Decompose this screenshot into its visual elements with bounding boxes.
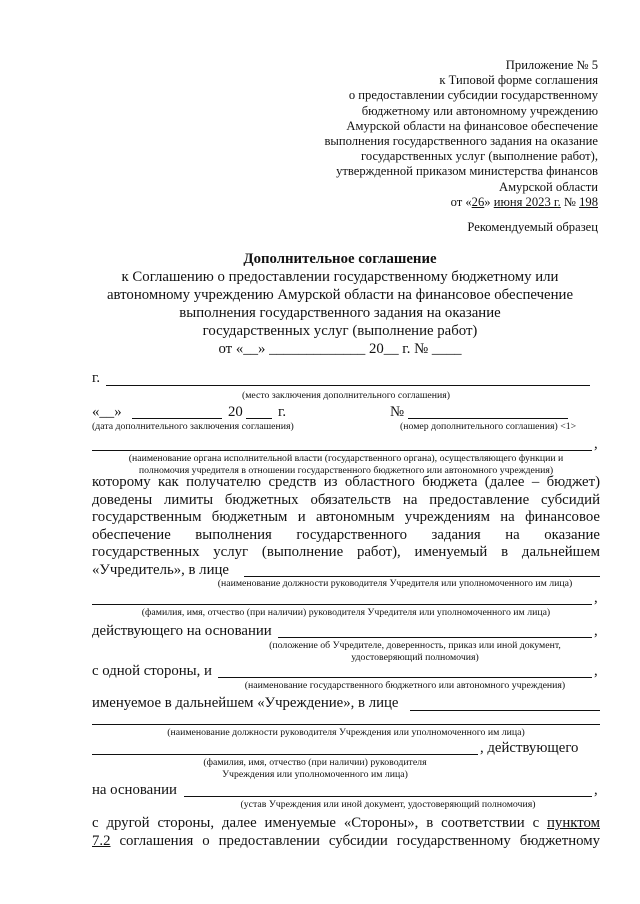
- recommended-sample-label: Рекомендуемый образец: [467, 220, 598, 234]
- date-caption: (дата дополнительного заключения соглашения): [92, 421, 294, 432]
- appendix-header: [324, 58, 598, 210]
- appendix-line: Приложение № 5: [505, 58, 598, 72]
- title-line: государственных услуг (выполнение работ): [202, 323, 478, 339]
- institution-field: [218, 677, 592, 678]
- inst-fio-caption: (фамилия, имя, отчество (при наличии) руководителя Учреждения или уполномоченного им лица): [203, 757, 427, 780]
- acting-label: , действующего: [480, 740, 579, 756]
- number-caption: (номер дополнительного соглашения) <1>: [400, 421, 577, 432]
- on-basis-label: на основании: [92, 782, 177, 798]
- founder-fio-caption: (фамилия, имя, отчество (при наличии) руководителя Учредителя или уполномоченного им лица): [141, 607, 551, 618]
- appendix-line: выполнения государственного задания на оказание: [324, 134, 598, 149]
- title-line: выполнения государственного задания на оказание: [179, 305, 501, 321]
- date-year-suffix: г.: [278, 404, 287, 420]
- order-day: 26: [471, 194, 485, 209]
- place-caption: (место заключения дополнительного соглашения): [241, 390, 451, 401]
- title-line: автономному учреждению Амурской области на финансовое обеспечение: [106, 287, 574, 303]
- inst-position-caption: (наименование должности руководителя Учреждения или уполномоченного им лица): [167, 727, 525, 738]
- title-bold: Дополнительное соглашение: [243, 251, 437, 267]
- appendix-line: о предоставлении субсидии государственному: [348, 88, 598, 103]
- appendix-line: Амурской области: [498, 179, 598, 194]
- one-side-label: с одной стороны, и: [92, 663, 212, 679]
- clause-link[interactable]: пунктом: [547, 815, 600, 831]
- title-date-line: от «__» _____________ 20__ г. № ____: [218, 341, 462, 357]
- founder-fio-field: [92, 604, 592, 605]
- date-month-field: [132, 418, 222, 419]
- founder-position-caption: (наименование должности руководителя Учредителя или уполномоченного им лица): [217, 578, 573, 589]
- city-label: г.: [92, 370, 101, 386]
- comma: ,: [594, 663, 598, 679]
- founder-in-person: «Учредитель», в лице: [92, 562, 229, 578]
- acting-basis-label: действующего на основании: [92, 623, 272, 639]
- appendix-line: Амурской области на финансовое обеспечение: [346, 118, 598, 133]
- organ-field: [92, 450, 592, 451]
- basis-caption: (положение об Учредителе, доверенность, приказ или иной документ, удостоверяющий полномочия): [269, 640, 561, 663]
- date-year: 20: [228, 404, 243, 420]
- institution-hereinafter: именуемое в дальнейшем «Учреждение», в лице: [92, 695, 399, 711]
- inst-head-field: [410, 710, 600, 711]
- number-label: №: [390, 404, 405, 420]
- inst-fio-field: [92, 754, 478, 755]
- appendix-order-ref: от «26» июня 2023 г. № 198: [450, 194, 598, 209]
- comma: ,: [594, 623, 598, 639]
- founder-position-field: [244, 576, 600, 577]
- comma: ,: [594, 590, 598, 606]
- basis-field: [278, 637, 592, 638]
- document-title: [60, 250, 620, 358]
- charter-caption: (устав Учреждения или иной документ, удостоверяющий полномочия): [240, 799, 536, 810]
- title-line: к Соглашению о предоставлении государственному бюджетному или: [121, 269, 559, 285]
- comma: ,: [594, 782, 598, 798]
- appendix-line: государственных услуг (выполнение работ),: [361, 149, 598, 164]
- paragraph-other-side: с другой стороны, далее именуемые «Стороны», в соответствии с пунктом 7.2 соглашения о предоставлении субсидии государственному бюджетному: [92, 815, 600, 849]
- number-field: [408, 418, 568, 419]
- order-number: 198: [579, 194, 598, 209]
- inst-position-field: [92, 724, 600, 725]
- charter-field: [184, 796, 592, 797]
- date-day: «__»: [92, 404, 122, 420]
- order-date: июня 2023 г.: [493, 194, 561, 209]
- place-field: [106, 385, 590, 386]
- appendix-line: утвержденной приказом министерства финансов: [336, 164, 598, 179]
- appendix-line: бюджетному или автономному учреждению: [361, 103, 598, 118]
- clause-number-link[interactable]: 7.2: [92, 832, 111, 849]
- appendix-line: к Типовой форме соглашения: [439, 73, 598, 88]
- date-year-field: [246, 418, 272, 419]
- institution-caption: (наименование государственного бюджетного или автономного учреждения): [244, 680, 566, 691]
- organ-caption: (наименование органа исполнительной власти (государственного органа), осуществляющего функции и полномочия учредителя в отношении государственного бюджетного или автономного учреждения): [128, 453, 564, 476]
- paragraph-recipient: которому как получателю средств из областного бюджета (далее – бюджет) доведены лимиты бюджетных обязательств на предоставление субсидий государственным бюджетным и автономным учреждениям на финансовое обеспечение выполнения государственного задания на оказание государственных услуг (выполнение работ), именуемый в дальнейшем: [92, 474, 600, 561]
- comma: ,: [594, 436, 598, 452]
